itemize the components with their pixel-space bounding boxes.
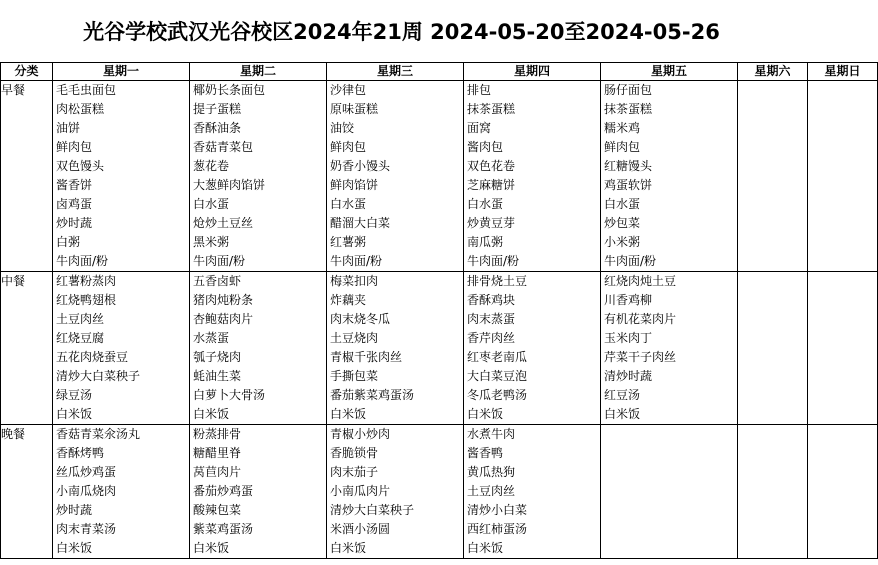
dish-item: 牛肉面/粉 xyxy=(193,254,246,268)
dish-item: 酸辣包菜 xyxy=(193,503,242,517)
dish-item: 鸡蛋软饼 xyxy=(604,178,653,192)
dish-item: 红枣老南瓜 xyxy=(467,350,528,364)
meal-row xyxy=(1,272,878,425)
dish-item: 香菇青菜氽汤丸 xyxy=(56,427,141,441)
menu-table xyxy=(0,62,878,559)
header-sunday: 星期日 xyxy=(808,63,878,81)
dish-item: 白米饭 xyxy=(193,407,230,421)
menu-cell-wednesday xyxy=(327,272,464,425)
empty-line xyxy=(738,386,807,405)
menu-cell-saturday xyxy=(738,81,808,272)
dish-item: 大白菜豆泡 xyxy=(467,369,528,383)
dish-item: 芝麻糖饼 xyxy=(467,178,516,192)
dish-item: 南瓜粥 xyxy=(467,235,504,249)
page-title: 光谷学校武汉光谷校区2024年21周 2024-05-20至2024-05-26 xyxy=(83,20,720,44)
empty-line xyxy=(808,81,877,100)
dish-item: 番茄炒鸡蛋 xyxy=(193,484,254,498)
dish-item: 椰奶长条面包 xyxy=(193,83,266,97)
empty-line xyxy=(808,252,877,271)
dish-item: 提子蛋糕 xyxy=(193,102,242,116)
empty-line xyxy=(738,310,807,329)
dish-item: 鲜肉包 xyxy=(330,140,367,154)
empty-line xyxy=(738,405,807,424)
dish-item: 瓠子烧肉 xyxy=(193,350,242,364)
dish-item: 鲜肉包 xyxy=(56,140,93,154)
dish-item: 白水蛋 xyxy=(193,197,230,211)
dish-item: 肉末青菜汤 xyxy=(56,522,117,536)
dish-item: 炒包菜 xyxy=(604,216,641,230)
dish-item: 白水蛋 xyxy=(467,197,504,211)
header-saturday: 星期六 xyxy=(738,63,808,81)
empty-line xyxy=(808,348,877,367)
empty-line xyxy=(808,329,877,348)
dish-item: 白萝卜大骨汤 xyxy=(193,388,266,402)
dish-item: 醋溜大白菜 xyxy=(330,216,391,230)
empty-line xyxy=(738,176,807,195)
menu-cell-tuesday xyxy=(190,272,327,425)
empty-line xyxy=(808,119,877,138)
dish-item: 油饼 xyxy=(56,121,81,135)
empty-line xyxy=(808,233,877,252)
dish-item: 抹茶蛋糕 xyxy=(467,102,516,116)
menu-cell-wednesday xyxy=(327,81,464,272)
empty-line xyxy=(808,520,877,539)
dish-item: 猪肉炖粉条 xyxy=(193,293,254,307)
empty-line xyxy=(738,272,807,291)
header-wednesday: 星期三 xyxy=(327,63,464,81)
meal-category: 中餐 xyxy=(1,272,53,425)
empty-line xyxy=(808,425,877,444)
dish-item: 白米饭 xyxy=(467,407,504,421)
empty-line xyxy=(738,100,807,119)
header-tuesday: 星期二 xyxy=(190,63,327,81)
empty-line xyxy=(738,81,807,100)
dish-item: 炒时蔬 xyxy=(56,216,93,230)
dish-item: 水煮牛肉 xyxy=(467,427,516,441)
dish-item: 鲜肉包 xyxy=(604,140,641,154)
menu-cell-thursday xyxy=(464,81,601,272)
dish-item: 芹菜干子肉丝 xyxy=(604,350,677,364)
menu-cell-sunday xyxy=(808,272,878,425)
dish-item: 小南瓜肉片 xyxy=(330,484,391,498)
dish-item: 丝瓜炒鸡蛋 xyxy=(56,465,117,479)
dish-item: 排包 xyxy=(467,83,492,97)
dish-item: 川香鸡柳 xyxy=(604,293,653,307)
dish-item: 清炒大白菜秧子 xyxy=(330,503,415,517)
empty-line xyxy=(738,252,807,271)
dish-item: 白米饭 xyxy=(193,541,230,555)
empty-line xyxy=(738,539,807,558)
dish-item: 杏鲍菇肉片 xyxy=(193,312,254,326)
menu-cell-sunday xyxy=(808,425,878,559)
dish-item: 小南瓜烧肉 xyxy=(56,484,117,498)
empty-line xyxy=(808,138,877,157)
dish-item: 白米饭 xyxy=(330,407,367,421)
dish-item: 鲜肉馅饼 xyxy=(330,178,379,192)
dish-item: 黄瓜热狗 xyxy=(467,465,516,479)
dish-item: 红烧豆腐 xyxy=(56,331,105,345)
dish-item: 五香卤虾 xyxy=(193,274,242,288)
menu-cell-wednesday xyxy=(327,425,464,559)
dish-item: 面窝 xyxy=(467,121,492,135)
dish-item: 黑米粥 xyxy=(193,235,230,249)
dish-item: 白水蛋 xyxy=(604,197,641,211)
dish-item: 牛肉面/粉 xyxy=(330,254,383,268)
dish-item: 小米粥 xyxy=(604,235,641,249)
dish-item: 水蒸蛋 xyxy=(193,331,230,345)
empty-line xyxy=(808,501,877,520)
empty-line xyxy=(601,501,737,520)
dish-item: 白米饭 xyxy=(604,407,641,421)
empty-line xyxy=(738,501,807,520)
menu-cell-thursday xyxy=(464,272,601,425)
dish-item: 炒时蔬 xyxy=(56,503,93,517)
dish-item: 青椒千张肉丝 xyxy=(330,350,403,364)
empty-line xyxy=(808,157,877,176)
empty-line xyxy=(738,233,807,252)
empty-line xyxy=(601,444,737,463)
empty-line xyxy=(601,482,737,501)
dish-item: 梅菜扣肉 xyxy=(330,274,379,288)
empty-line xyxy=(601,520,737,539)
dish-item: 糯米鸡 xyxy=(604,121,641,135)
dish-item: 炒黄豆芽 xyxy=(467,216,516,230)
dish-item: 玉米肉丁 xyxy=(604,331,653,345)
meal-row xyxy=(1,425,878,559)
menu-cell-friday xyxy=(601,81,738,272)
dish-item: 白米饭 xyxy=(56,541,93,555)
empty-line xyxy=(738,119,807,138)
dish-item: 毛毛虫面包 xyxy=(56,83,117,97)
empty-line xyxy=(808,405,877,424)
empty-line xyxy=(738,195,807,214)
header-category: 分类 xyxy=(1,63,53,81)
dish-item: 红薯粉蒸肉 xyxy=(56,274,117,288)
dish-item: 抹茶蛋糕 xyxy=(604,102,653,116)
dish-item: 酱香饼 xyxy=(56,178,93,192)
dish-item: 白米饭 xyxy=(56,407,93,421)
dish-item: 清炒时蔬 xyxy=(604,369,653,383)
menu-cell-thursday xyxy=(464,425,601,559)
meal-row xyxy=(1,81,878,272)
dish-item: 糖醋里脊 xyxy=(193,446,242,460)
menu-cell-saturday xyxy=(738,425,808,559)
dish-item: 红豆汤 xyxy=(604,388,641,402)
header-row xyxy=(1,63,878,81)
empty-line xyxy=(738,367,807,386)
dish-item: 红糖馒头 xyxy=(604,159,653,173)
empty-line xyxy=(808,272,877,291)
dish-item: 米酒小汤圆 xyxy=(330,522,391,536)
empty-line xyxy=(738,425,807,444)
empty-line xyxy=(808,214,877,233)
dish-item: 炸藕夹 xyxy=(330,293,367,307)
empty-line xyxy=(808,100,877,119)
dish-item: 香芹肉丝 xyxy=(467,331,516,345)
menu-cell-tuesday xyxy=(190,81,327,272)
empty-line xyxy=(808,367,877,386)
dish-item: 红薯粥 xyxy=(330,235,367,249)
menu-cell-sunday xyxy=(808,81,878,272)
empty-line xyxy=(601,539,737,558)
header-friday: 星期五 xyxy=(601,63,738,81)
dish-item: 白水蛋 xyxy=(330,197,367,211)
dish-item: 双色花卷 xyxy=(467,159,516,173)
dish-item: 牛肉面/粉 xyxy=(467,254,520,268)
empty-line xyxy=(738,482,807,501)
menu-cell-monday xyxy=(53,425,190,559)
meal-category: 晚餐 xyxy=(1,425,53,559)
empty-line xyxy=(808,482,877,501)
dish-item: 番茄紫菜鸡蛋汤 xyxy=(330,388,415,402)
dish-item: 香酥烤鸭 xyxy=(56,446,105,460)
empty-line xyxy=(738,444,807,463)
dish-item: 大葱鲜肉馅饼 xyxy=(193,178,266,192)
dish-item: 奶香小馒头 xyxy=(330,159,391,173)
dish-item: 酱香鸭 xyxy=(467,446,504,460)
dish-item: 双色馒头 xyxy=(56,159,105,173)
menu-cell-saturday xyxy=(738,272,808,425)
dish-item: 牛肉面/粉 xyxy=(56,254,109,268)
dish-item: 油饺 xyxy=(330,121,355,135)
empty-line xyxy=(808,310,877,329)
empty-line xyxy=(601,425,737,444)
dish-item: 有机花菜肉片 xyxy=(604,312,677,326)
empty-line xyxy=(808,386,877,405)
dish-item: 西红柿蛋汤 xyxy=(467,522,528,536)
empty-line xyxy=(808,444,877,463)
dish-item: 酱肉包 xyxy=(467,140,504,154)
dish-item: 香脆锁骨 xyxy=(330,446,379,460)
empty-line xyxy=(808,463,877,482)
dish-item: 肉末茄子 xyxy=(330,465,379,479)
dish-item: 莴苣肉片 xyxy=(193,465,242,479)
dish-item: 牛肉面/粉 xyxy=(604,254,657,268)
menu-cell-tuesday xyxy=(190,425,327,559)
dish-item: 清炒小白菜 xyxy=(467,503,528,517)
empty-line xyxy=(738,138,807,157)
menu-cell-monday xyxy=(53,272,190,425)
empty-line xyxy=(738,214,807,233)
empty-line xyxy=(808,195,877,214)
empty-line xyxy=(808,291,877,310)
dish-item: 土豆肉丝 xyxy=(56,312,105,326)
dish-item: 紫菜鸡蛋汤 xyxy=(193,522,254,536)
meal-category: 早餐 xyxy=(1,81,53,272)
empty-line xyxy=(738,348,807,367)
dish-item: 排骨烧土豆 xyxy=(467,274,528,288)
menu-cell-friday xyxy=(601,425,738,559)
empty-line xyxy=(808,539,877,558)
dish-item: 香菇青菜包 xyxy=(193,140,254,154)
empty-line xyxy=(808,176,877,195)
dish-item: 香酥鸡块 xyxy=(467,293,516,307)
dish-item: 原味蛋糕 xyxy=(330,102,379,116)
dish-item: 土豆肉丝 xyxy=(467,484,516,498)
header-thursday: 星期四 xyxy=(464,63,601,81)
dish-item: 粉蒸排骨 xyxy=(193,427,242,441)
empty-line xyxy=(738,520,807,539)
dish-item: 清炒大白菜秧子 xyxy=(56,369,141,383)
dish-item: 五花肉烧蚕豆 xyxy=(56,350,129,364)
dish-item: 卤鸡蛋 xyxy=(56,197,93,211)
dish-item: 肉末蒸蛋 xyxy=(467,312,516,326)
dish-item: 蚝油生菜 xyxy=(193,369,242,383)
menu-cell-friday xyxy=(601,272,738,425)
dish-item: 土豆烧肉 xyxy=(330,331,379,345)
empty-line xyxy=(738,329,807,348)
dish-item: 肉末烧冬瓜 xyxy=(330,312,391,326)
dish-item: 香酥油条 xyxy=(193,121,242,135)
dish-item: 白米饭 xyxy=(467,541,504,555)
empty-line xyxy=(601,463,737,482)
dish-item: 白粥 xyxy=(56,235,81,249)
dish-item: 绿豆汤 xyxy=(56,388,93,402)
dish-item: 手撕包菜 xyxy=(330,369,379,383)
dish-item: 红烧鸭翅根 xyxy=(56,293,117,307)
dish-item: 冬瓜老鸭汤 xyxy=(467,388,528,402)
menu-cell-monday xyxy=(53,81,190,272)
dish-item: 红烧肉炖土豆 xyxy=(604,274,677,288)
dish-item: 肠仔面包 xyxy=(604,83,653,97)
dish-item: 青椒小炒肉 xyxy=(330,427,391,441)
dish-item: 炝炒土豆丝 xyxy=(193,216,254,230)
empty-line xyxy=(738,157,807,176)
dish-item: 沙律包 xyxy=(330,83,367,97)
dish-item: 肉松蛋糕 xyxy=(56,102,105,116)
dish-item: 葱花卷 xyxy=(193,159,230,173)
dish-item: 白米饭 xyxy=(330,541,367,555)
empty-line xyxy=(738,463,807,482)
empty-line xyxy=(738,291,807,310)
header-monday: 星期一 xyxy=(53,63,190,81)
